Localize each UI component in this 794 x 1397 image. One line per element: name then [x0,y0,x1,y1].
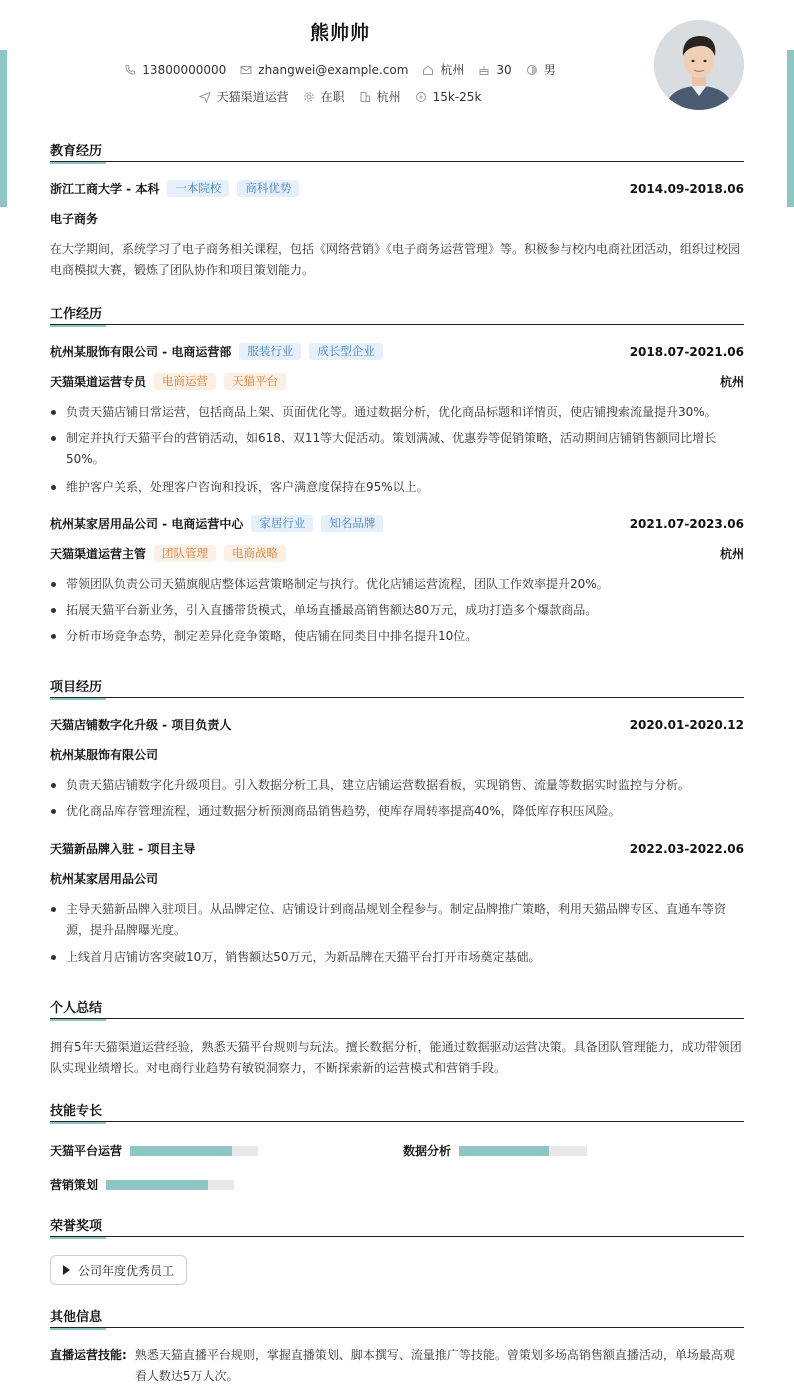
work-date: 2021.07-2023.06 [629,516,744,531]
other-section-title [50,1306,744,1328]
project-name: 天猫店铺数字化升级 - 项目负责人 [50,718,232,732]
awards-heading: 荣誉奖项 [50,1219,103,1234]
company-name: 杭州某家居用品公司 - 电商运营中心 [50,517,244,531]
contact-row [0,61,680,78]
title-accent-line [50,1328,106,1330]
candidate-name: 熊帅帅 [309,22,370,44]
major: 电子商务 [50,212,99,226]
work-company-row [50,343,744,360]
title-accent-line [50,698,106,700]
salary-item [415,90,482,104]
phone-icon [124,64,136,76]
project-heading: 项目经历 [50,680,103,695]
gender-icon [526,64,538,76]
education-description: 在大学期间，系统学习了电子商务相关课程，包括《网络营销》《电子商务运营管理》等。积极参与校内电商社团活动，组织过校园电商模拟大赛，锻炼了团队协作和项目策划能力。 [50,242,741,277]
skill-bar-fill [130,1146,232,1156]
work-title-row [50,373,744,390]
status-text: 在职 [320,90,345,104]
job-tag: 电商战略 [224,545,286,562]
major-row [50,210,744,227]
skill-bar-fill [106,1180,208,1190]
project-name: 天猫新品牌入驻 - 项目主导 [50,842,196,856]
awards-section-title [50,1215,744,1237]
building-icon [359,91,371,103]
title-accent-line [50,325,106,327]
gear-icon [303,91,315,103]
education-row [50,180,744,197]
work-date: 2018.07-2021.06 [629,344,744,359]
project-company-row [50,746,744,763]
gender-item [526,61,556,78]
project-bullet: 负责天猫店铺数字化升级项目。引入数据分析工具，建立店铺运营数据看板，实现销售、流量等数据实时监控与分析。 [50,775,744,796]
other-heading: 其他信息 [50,1310,103,1325]
company-tag: 服装行业 [239,343,301,360]
location-item [422,61,464,78]
other-text: 熟悉天猫直播平台规则，掌握直播策划、脚本撰写、流量推广等技能。曾策划多场高销售额直播活动，单场最高观看人数达5万人次。 [134,1348,735,1383]
project-company: 杭州某家居用品公司 [50,872,159,886]
skill-item [50,1176,234,1193]
skill-name: 营销策划 [50,1178,99,1192]
work-bullet: 负责天猫店铺日常运营，包括商品上架、页面优化等。通过数据分析，优化商品标题和详情页，使店铺搜索流量提升30%。 [50,402,744,423]
skill-item [403,1142,587,1159]
skill-bar-fill [459,1146,549,1156]
skill-name: 数据分析 [403,1144,452,1158]
skill-item [50,1142,258,1159]
cake-icon [478,64,490,76]
company-tag: 成长型企业 [309,343,383,360]
mail-icon [240,64,252,76]
summary-section-title [50,997,744,1019]
education-section-title [50,140,744,162]
salary-text: 15k-25k [432,89,482,104]
age-text: 30 [496,62,512,77]
award-item[interactable] [50,1255,187,1285]
school-name: 浙江工商大学 - 本科 [50,182,160,196]
education-date: 2014.09-2018.06 [629,181,744,196]
gender-text: 男 [543,63,556,77]
award-name: 公司年度优秀员工 [78,1263,175,1278]
coin-icon [415,91,427,103]
title-accent-line [50,162,106,164]
education-tag: 商科优势 [237,180,299,197]
project-row [50,716,744,733]
email-text: zhangwei@example.com [258,62,409,77]
work-bullet: 拓展天猫平台新业务，引入直播带货模式，单场直播最高销售额达80万元，成功打造多个爆款商品。 [50,600,744,621]
project-section-title [50,676,744,698]
project-bullet: 上线首月店铺访客突破10万，销售额达50万元，为新品牌在天猫平台打开市场奠定基础。 [50,947,744,968]
project-row [50,840,744,857]
project-date: 2020.01-2020.12 [629,717,744,732]
job-intent-row [0,88,680,105]
work-city: 杭州 [719,375,744,389]
send-icon [199,91,211,103]
position-text: 天猫渠道运营 [216,90,289,104]
education-heading: 教育经历 [50,144,103,159]
status-item [303,88,345,105]
work-bullet: 制定并执行天猫平台的营销活动，如618、双11等大促活动。策划满减、优惠券等促销策略，活动期间店铺销售额同比增长50%。 [50,428,744,470]
education-tag: 一本院校 [167,180,229,197]
work-title-row [50,545,744,562]
title-accent-line [50,1019,106,1021]
avatar [654,20,744,110]
company-tag: 家居行业 [251,515,313,532]
project-company-row [50,870,744,887]
job-tag: 天猫平台 [224,373,286,390]
summary-heading: 个人总结 [50,1001,103,1016]
skill-bar [459,1146,587,1156]
skill-name: 天猫平台运营 [50,1144,123,1158]
phone-text: 13800000000 [142,62,227,77]
skill-bar [106,1180,234,1190]
home-icon [422,64,434,76]
work-city: 杭州 [719,547,744,561]
age-item [478,63,511,77]
title-accent-line [50,1237,106,1239]
phone-item [124,63,226,77]
other-label: 直播运营技能: [50,1348,127,1362]
project-bullet: 主导天猫新品牌入驻项目。从品牌定位、店铺设计到商品规划全程参与。制定品牌推广策略，利用天猫品牌专区、直通车等资源，提升品牌曝光度。 [50,899,744,941]
target-city-text: 杭州 [376,90,401,104]
skills-section-title [50,1100,744,1122]
work-bullet: 维护客户关系，处理客户咨询和投诉，客户满意度保持在95%以上。 [50,477,744,498]
skill-bar [130,1146,258,1156]
job-tag: 团队管理 [154,545,216,562]
summary-text: 拥有5年天猫渠道运营经验，熟悉天猫平台规则与玩法。擅长数据分析，能通过数据驱动运营决策。具备团队管理能力，成功带领团队实现业绩增长。对电商行业趋势有敏锐洞察力，不断探索新的运营模式和营销手段。 [50,1040,742,1075]
expand-triangle-icon [63,1265,70,1275]
job-title: 天猫渠道运营主管 [50,547,147,561]
company-name: 杭州某服饰有限公司 - 电商运营部 [50,345,232,359]
work-bullet: 带领团队负责公司天猫旗舰店整体运营策略制定与执行。优化店铺运营流程，团队工作效率提升20%。 [50,574,744,595]
target-city-item [359,88,401,105]
other-info-row [50,1345,744,1387]
title-accent-line [50,1122,106,1124]
job-tag: 电商运营 [154,373,216,390]
company-tag: 知名品牌 [321,515,383,532]
project-date: 2022.03-2022.06 [629,841,744,856]
email-item [240,63,408,77]
work-bullet: 分析市场竞争态势，制定差异化竞争策略，使店铺在同类目中排名提升10位。 [50,626,744,647]
job-title: 天猫渠道运营专员 [50,375,147,389]
position-item [199,88,289,105]
work-company-row [50,515,744,532]
work-heading: 工作经历 [50,307,103,322]
resume-header [0,0,794,120]
project-company: 杭州某服饰有限公司 [50,748,159,762]
project-bullet: 优化商品库存管理流程，通过数据分析预测商品销售趋势，使库存周转率提高40%，降低库存积压风险。 [50,801,744,822]
work-section-title [50,303,744,325]
portrait-image [654,20,744,110]
skills-heading: 技能专长 [50,1104,103,1119]
location-text: 杭州 [440,63,465,77]
